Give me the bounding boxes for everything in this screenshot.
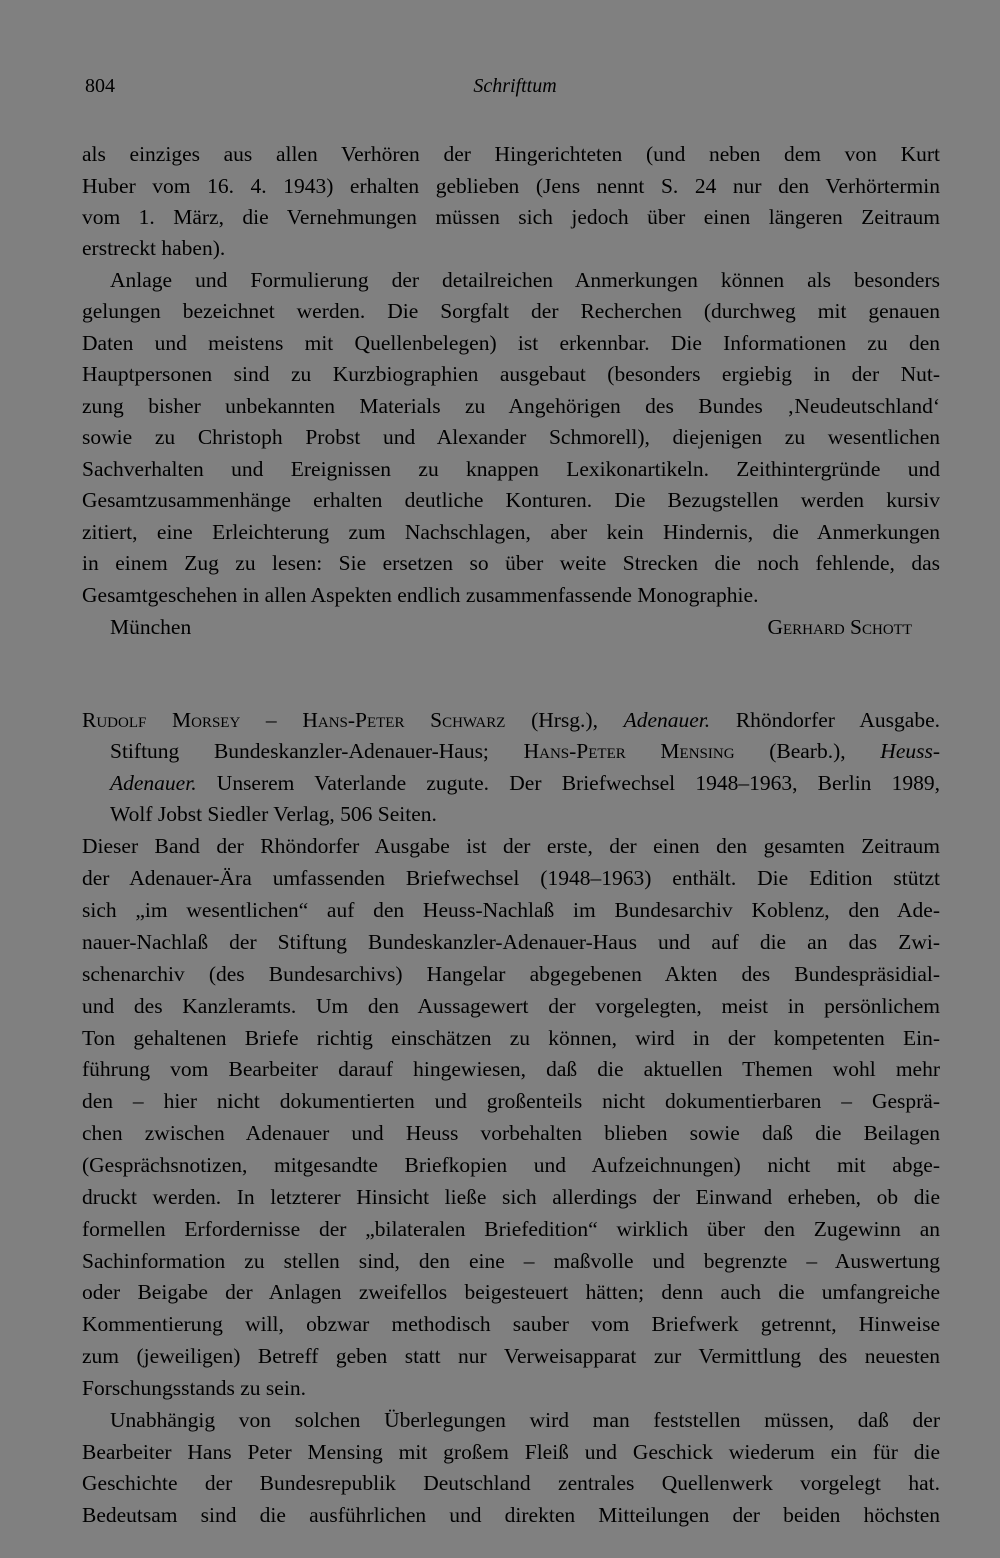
text-line: chen zwischen Adenauer und Heuss vorbehalten blieben sowie daß die Beilagen [82,1121,940,1145]
citation-line: Wolf Jobst Siedler Verlag, 506 Seiten. [110,802,437,826]
text-line: Gesamtzusammenhänge erhalten deutliche Konturen. Die Bezugstellen werden kursiv [82,488,940,512]
text-line: führung vom Bearbeiter darauf hingewiesen, daß die aktuellen Themen wohl mehr [82,1057,940,1081]
text-line: als einziges aus allen Verhören der Hingerichteten (und neben dem von Kurt [82,142,940,166]
citation-subtitle: Unserem Vaterlande zugute. Der Briefwechsel 1948–1963, Berlin 1989, [196,771,940,795]
text-line: oder Beigabe der Anlagen zweifellos beigesteuert hätten; denn auch die umfangreiche [82,1280,940,1304]
citation-title-end: Adenauer. [110,771,197,795]
text-line: der Adenauer-Ära umfassenden Briefwechsel (1948–1963) enthält. Die Edition stützt [82,866,940,890]
text-line: Daten und meistens mit Quellenbelegen) ist erkennbar. Die Informationen zu den [82,331,940,355]
text-line: Huber vom 16. 4. 1943) erhalten geblieben (Jens nennt S. 24 nur den Verhörtermin [82,174,940,198]
text-line: Sachinformation zu stellen sind, den eine – maßvolle und begrenzte – Auswertung [82,1249,940,1273]
text-line: Dieser Band der Rhöndorfer Ausgabe ist der erste, der einen den gesamten Zeitraum [82,834,940,858]
citation-line [110,770,940,796]
citation-publisher: Stiftung Bundeskanzler-Adenauer-Haus; [110,739,524,763]
text-line: Sachverhalten und Ereignissen zu knappen Lexikonartikeln. Zeithintergründe und [82,457,940,481]
review-place: München [110,615,192,639]
text-line: Bearbeiter Hans Peter Mensing mit großem Fleiß und Geschick wiederum ein für die [82,1440,940,1464]
text-line: formellen Erfordernisse der „bilateralen Briefedition“ wirklich über den Zugewinn an [82,1217,940,1241]
text-line: in einem Zug zu lesen: Sie ersetzen so über weite Strecken die noch fehlende, das [82,551,940,575]
text-line: sowie zu Christoph Probst und Alexander Schmorell), diejenigen zu wesentlichen [82,425,940,449]
text-line: Geschichte der Bundesrepublik Deutschland zentrales Quellenwerk vorgelegt hat. [82,1471,940,1495]
reviewer-name: Gerhard Schott [767,615,912,639]
citation-work: Adenauer. [623,708,711,732]
text-line: Unabhängig von solchen Überlegungen wird man feststellen müssen, daß der [110,1408,940,1432]
text-line: druckt werden. In letzterer Hinsicht ließe sich allerdings der Einwand erheben, ob die [82,1185,940,1209]
text-line: und des Kanzleramts. Um den Aussagewert der vorgelegten, meist in persönlichem [82,994,940,1018]
text-line: Anlage und Formulierung der detailreichen Anmerkungen können als besonders [110,268,940,292]
text-line: zitiert, eine Erleichterung zum Nachschlagen, aber kein Hindernis, die Anmerkungen [82,520,940,544]
citation-hrsg: (Hrsg.), [505,708,624,732]
text-line: zung bisher unbekannten Materials zu Angehörigen des Bundes ‚Neudeutschland‘ [82,394,940,418]
citation-edition: Rhöndorfer Ausgabe. [710,708,940,732]
text-line: zum (jeweiligen) Betreff geben statt nur Verweisapparat zur Vermittlung des neuesten [82,1344,940,1368]
text-line: schenarchiv (des Bundesarchivs) Hangelar abgegebenen Akten des Bundespräsidial- [82,962,940,986]
text-line: den – hier nicht dokumentierten und großenteils nicht dokumentierbaren – Gesprä- [82,1089,940,1113]
text-line: vom 1. März, die Vernehmungen müssen sich jedoch über einen längeren Zeitraum [82,205,940,229]
text-line: Gesamtgeschehen in allen Aspekten endlich zusammenfassende Monographie. [82,583,759,607]
text-line: gelungen bezeichnet werden. Die Sorgfalt der Recherchen (durchweg mit genauen [82,299,940,323]
page-number: 804 [85,75,115,97]
citation-bearb: (Bearb.), [734,739,881,763]
citation-editors: Rudolf Morsey – Hans-Peter Schwarz [82,708,506,732]
text-line: Hauptpersonen sind zu Kurzbiographien ausgebaut (besonders ergiebig in der Nut- [82,362,940,386]
running-title: Schrifttum [473,75,557,97]
citation-line [110,738,940,764]
text-line: erstreckt haben). [82,236,226,260]
text-line: sich „im wesentlichen“ auf den Heuss-Nachlaß im Bundesarchiv Koblenz, den Ade- [82,898,940,922]
citation-title-start: Heuss- [880,739,941,763]
text-line: Bedeutsam sind die ausführlichen und direkten Mitteilungen der beiden höchsten [82,1503,940,1527]
text-line: Ton gehaltenen Briefe richtig einschätzen zu können, wird in der kompetenten Ein- [82,1026,940,1050]
text-line: nauer-Nachlaß der Stiftung Bundeskanzler-Adenauer-Haus und auf die an das Zwi- [82,930,940,954]
text-line: Kommentierung will, obzwar methodisch sauber vom Briefwerk getrennt, Hinweise [82,1312,940,1336]
text-line: (Gesprächsnotizen, mitgesandte Briefkopien und Aufzeichnungen) nicht mit abge- [82,1153,940,1177]
text-line: Forschungsstands zu sein. [82,1376,306,1400]
citation-line [82,707,940,733]
citation-editor: Hans-Peter Mensing [523,739,735,763]
